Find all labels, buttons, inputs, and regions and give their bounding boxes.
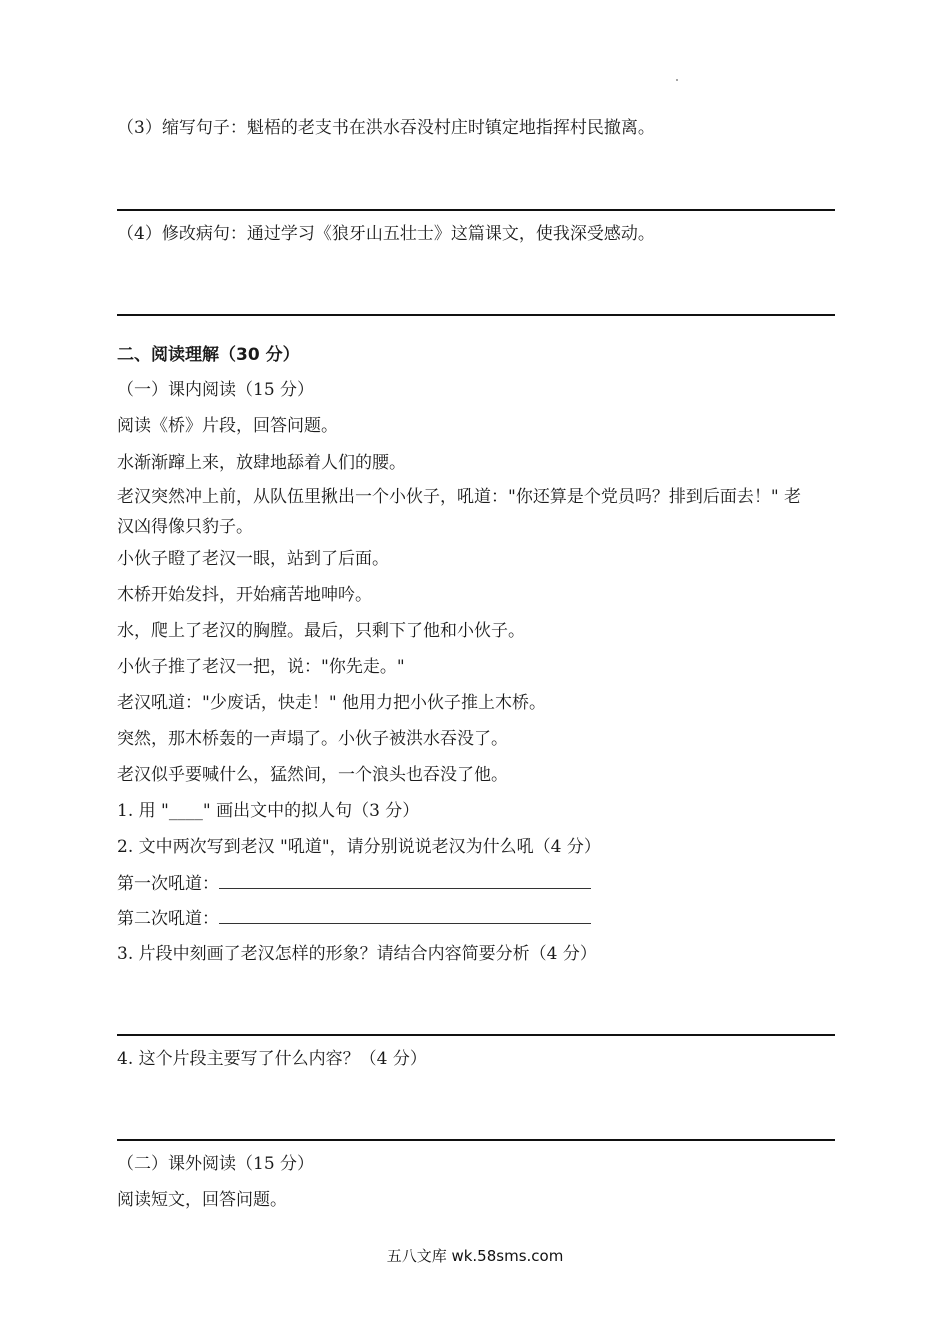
first-shout-answer-blank[interactable] [219,870,591,889]
footer-watermark: 五八文库 wk.58sms.com [386,1247,564,1265]
passage-paragraph: 突然，那木桥轰的一声塌了。小伙子被洪水吞没了。 [117,729,508,749]
first-shout-label: 第一次吼道： [117,874,219,894]
second-shout-row [117,905,591,932]
reading-question-4: 4. 这个片段主要写了什么内容？（4 分） [117,1049,427,1069]
part2-instruction: 阅读短文，回答问题。 [117,1190,287,1210]
part1-title: （一）课内阅读（15 分） [117,380,315,400]
passage-paragraph: 木桥开始发抖，开始痛苦地呻吟。 [117,585,372,605]
second-shout-answer-blank[interactable] [219,905,591,924]
reading-question-2: 2. 文中两次写到老汉 "吼道"，请分别说说老汉为什么吼（4 分） [117,837,601,857]
passage-paragraph: 小伙子推了老汉一把，说："你先走。" [117,657,405,677]
passage-paragraph: 水，爬上了老汉的胸膛。最后，只剩下了他和小伙子。 [117,621,525,641]
passage-paragraph: 老汉似乎要喊什么，猛然间，一个浪头也吞没了他。 [117,765,508,785]
question-4-correct: （4）修改病句：通过学习《狼牙山五壮士》这篇课文，使我深受感动。 [117,224,655,244]
stray-dot [676,79,678,81]
answer-line [117,1034,835,1036]
reading-instruction: 阅读《桥》片段，回答问题。 [117,416,338,436]
reading-question-3: 3. 片段中刻画了老汉怎样的形象？请结合内容简要分析（4 分） [117,944,597,964]
answer-line [117,314,835,316]
passage-paragraph: 小伙子瞪了老汉一眼，站到了后面。 [117,549,389,569]
answer-line [117,209,835,211]
question-3-condense: （3）缩写句子：魁梧的老支书在洪水吞没村庄时镇定地指挥村民撤离。 [117,118,655,138]
first-shout-row [117,870,591,897]
section-heading: 二、阅读理解（30 分） [117,345,300,365]
answer-line [117,1139,835,1141]
passage-paragraph: 老汉吼道："少废话，快走！" 他用力把小伙子推上木桥。 [117,693,547,713]
reading-question-1: 1. 用 "____" 画出文中的拟人句（3 分） [117,801,420,821]
passage-paragraph: 老汉突然冲上前，从队伍里揪出一个小伙子，吼道："你还算是个党员吗？排到后面去！" 老汉凶得像只豹子。 [117,487,802,537]
second-shout-label: 第二次吼道： [117,909,219,929]
passage-paragraph: 水渐渐蹿上来，放肆地舔着人们的腰。 [117,453,406,473]
part2-title: （二）课外阅读（15 分） [117,1154,315,1174]
